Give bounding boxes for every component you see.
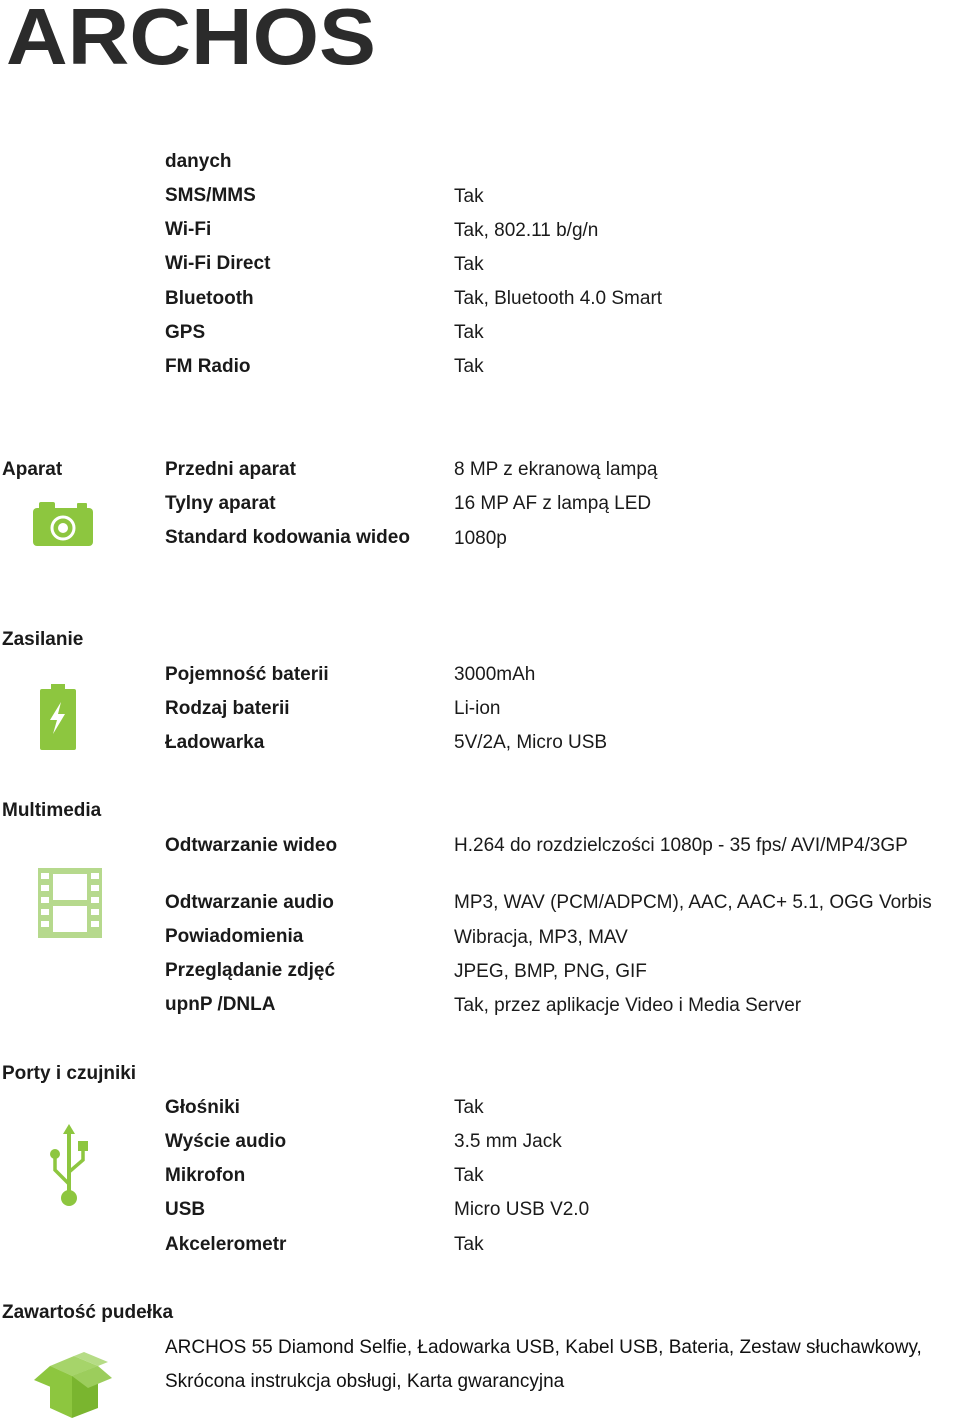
section-title-ports: Porty i czujniki (2, 1063, 137, 1084)
value-front-camera: 8 MP z ekranową lampą (454, 459, 658, 480)
value-wifi-direct: Tak (454, 254, 484, 275)
label-usb: USB (165, 1199, 206, 1220)
label-accelerometer: Akcelerometr (165, 1234, 287, 1255)
label-bluetooth: Bluetooth (165, 288, 254, 309)
value-charger: 5V/2A, Micro USB (454, 732, 608, 753)
label-danych: danych (165, 151, 232, 172)
value-sms-mms: Tak (454, 186, 484, 207)
label-audio-out: Wyście audio (165, 1131, 287, 1152)
section-title-multimedia: Multimedia (2, 800, 102, 821)
label-sms-mms: SMS/MMS (165, 185, 256, 206)
label-notifications: Powiadomienia (165, 926, 304, 947)
camera-icon (33, 502, 93, 546)
film-icon (38, 868, 102, 938)
value-upnp-dlna: Tak, przez aplikacje Video i Media Server (454, 995, 802, 1016)
value-audio-playback: MP3, WAV (PCM/ADPCM), AAC, AAC+ 5.1, OGG Vorbis (454, 892, 932, 913)
label-battery-capacity: Pojemność baterii (165, 664, 329, 685)
value-rear-camera: 16 MP AF z lampą LED (454, 493, 652, 514)
value-photo-viewing: JPEG, BMP, PNG, GIF (454, 961, 647, 982)
section-title-power: Zasilanie (2, 629, 84, 650)
section-title-camera: Aparat (2, 459, 63, 480)
section-title-box: Zawartość pudełka (2, 1302, 174, 1323)
value-audio-out: 3.5 mm Jack (454, 1131, 562, 1152)
value-gps: Tak (454, 322, 484, 343)
value-battery-type: Li-ion (454, 698, 501, 719)
label-speakers: Głośniki (165, 1097, 240, 1118)
label-charger: Ładowarka (165, 732, 265, 753)
logo-text: ARCHOS (6, 4, 376, 68)
label-battery-type: Rodzaj baterii (165, 698, 290, 719)
value-video-playback: H.264 do rozdzielczości 1080p - 35 fps/ AVI/MP4/3GP (454, 835, 908, 856)
value-bluetooth: Tak, Bluetooth 4.0 Smart (454, 288, 663, 309)
label-microphone: Mikrofon (165, 1165, 246, 1186)
box-icon (32, 1352, 114, 1418)
value-wifi: Tak, 802.11 b/g/n (454, 220, 599, 241)
value-usb: Micro USB V2.0 (454, 1199, 590, 1220)
value-speakers: Tak (454, 1097, 484, 1118)
label-gps: GPS (165, 322, 206, 343)
label-wifi-direct: Wi-Fi Direct (165, 253, 271, 274)
label-audio-playback: Odtwarzanie audio (165, 892, 334, 913)
value-video-standard: 1080p (454, 528, 507, 549)
label-photo-viewing: Przeglądanie zdjęć (165, 960, 336, 981)
box-contents-line-1: ARCHOS 55 Diamond Selfie, Ładowarka USB, Kabel USB, Bateria, Zestaw słuchawkowy, (165, 1337, 922, 1358)
label-upnp-dlna: upnP /DNLA (165, 994, 276, 1015)
usb-icon (50, 1124, 88, 1208)
label-fm-radio: FM Radio (165, 356, 251, 377)
box-contents-line-2: Skrócona instrukcja obsługi, Karta gwarancyjna (165, 1371, 565, 1392)
archos-logo (6, 4, 378, 68)
value-fm-radio: Tak (454, 356, 484, 377)
value-notifications: Wibracja, MP3, MAV (454, 927, 628, 948)
label-wifi: Wi-Fi (165, 219, 212, 240)
label-rear-camera: Tylny aparat (165, 493, 276, 514)
value-accelerometer: Tak (454, 1234, 484, 1255)
battery-icon (40, 684, 76, 750)
value-microphone: Tak (454, 1165, 484, 1186)
label-front-camera: Przedni aparat (165, 459, 296, 480)
label-video-playback: Odtwarzanie wideo (165, 835, 338, 856)
label-video-standard: Standard kodowania wideo (165, 527, 410, 548)
value-battery-capacity: 3000mAh (454, 664, 536, 685)
